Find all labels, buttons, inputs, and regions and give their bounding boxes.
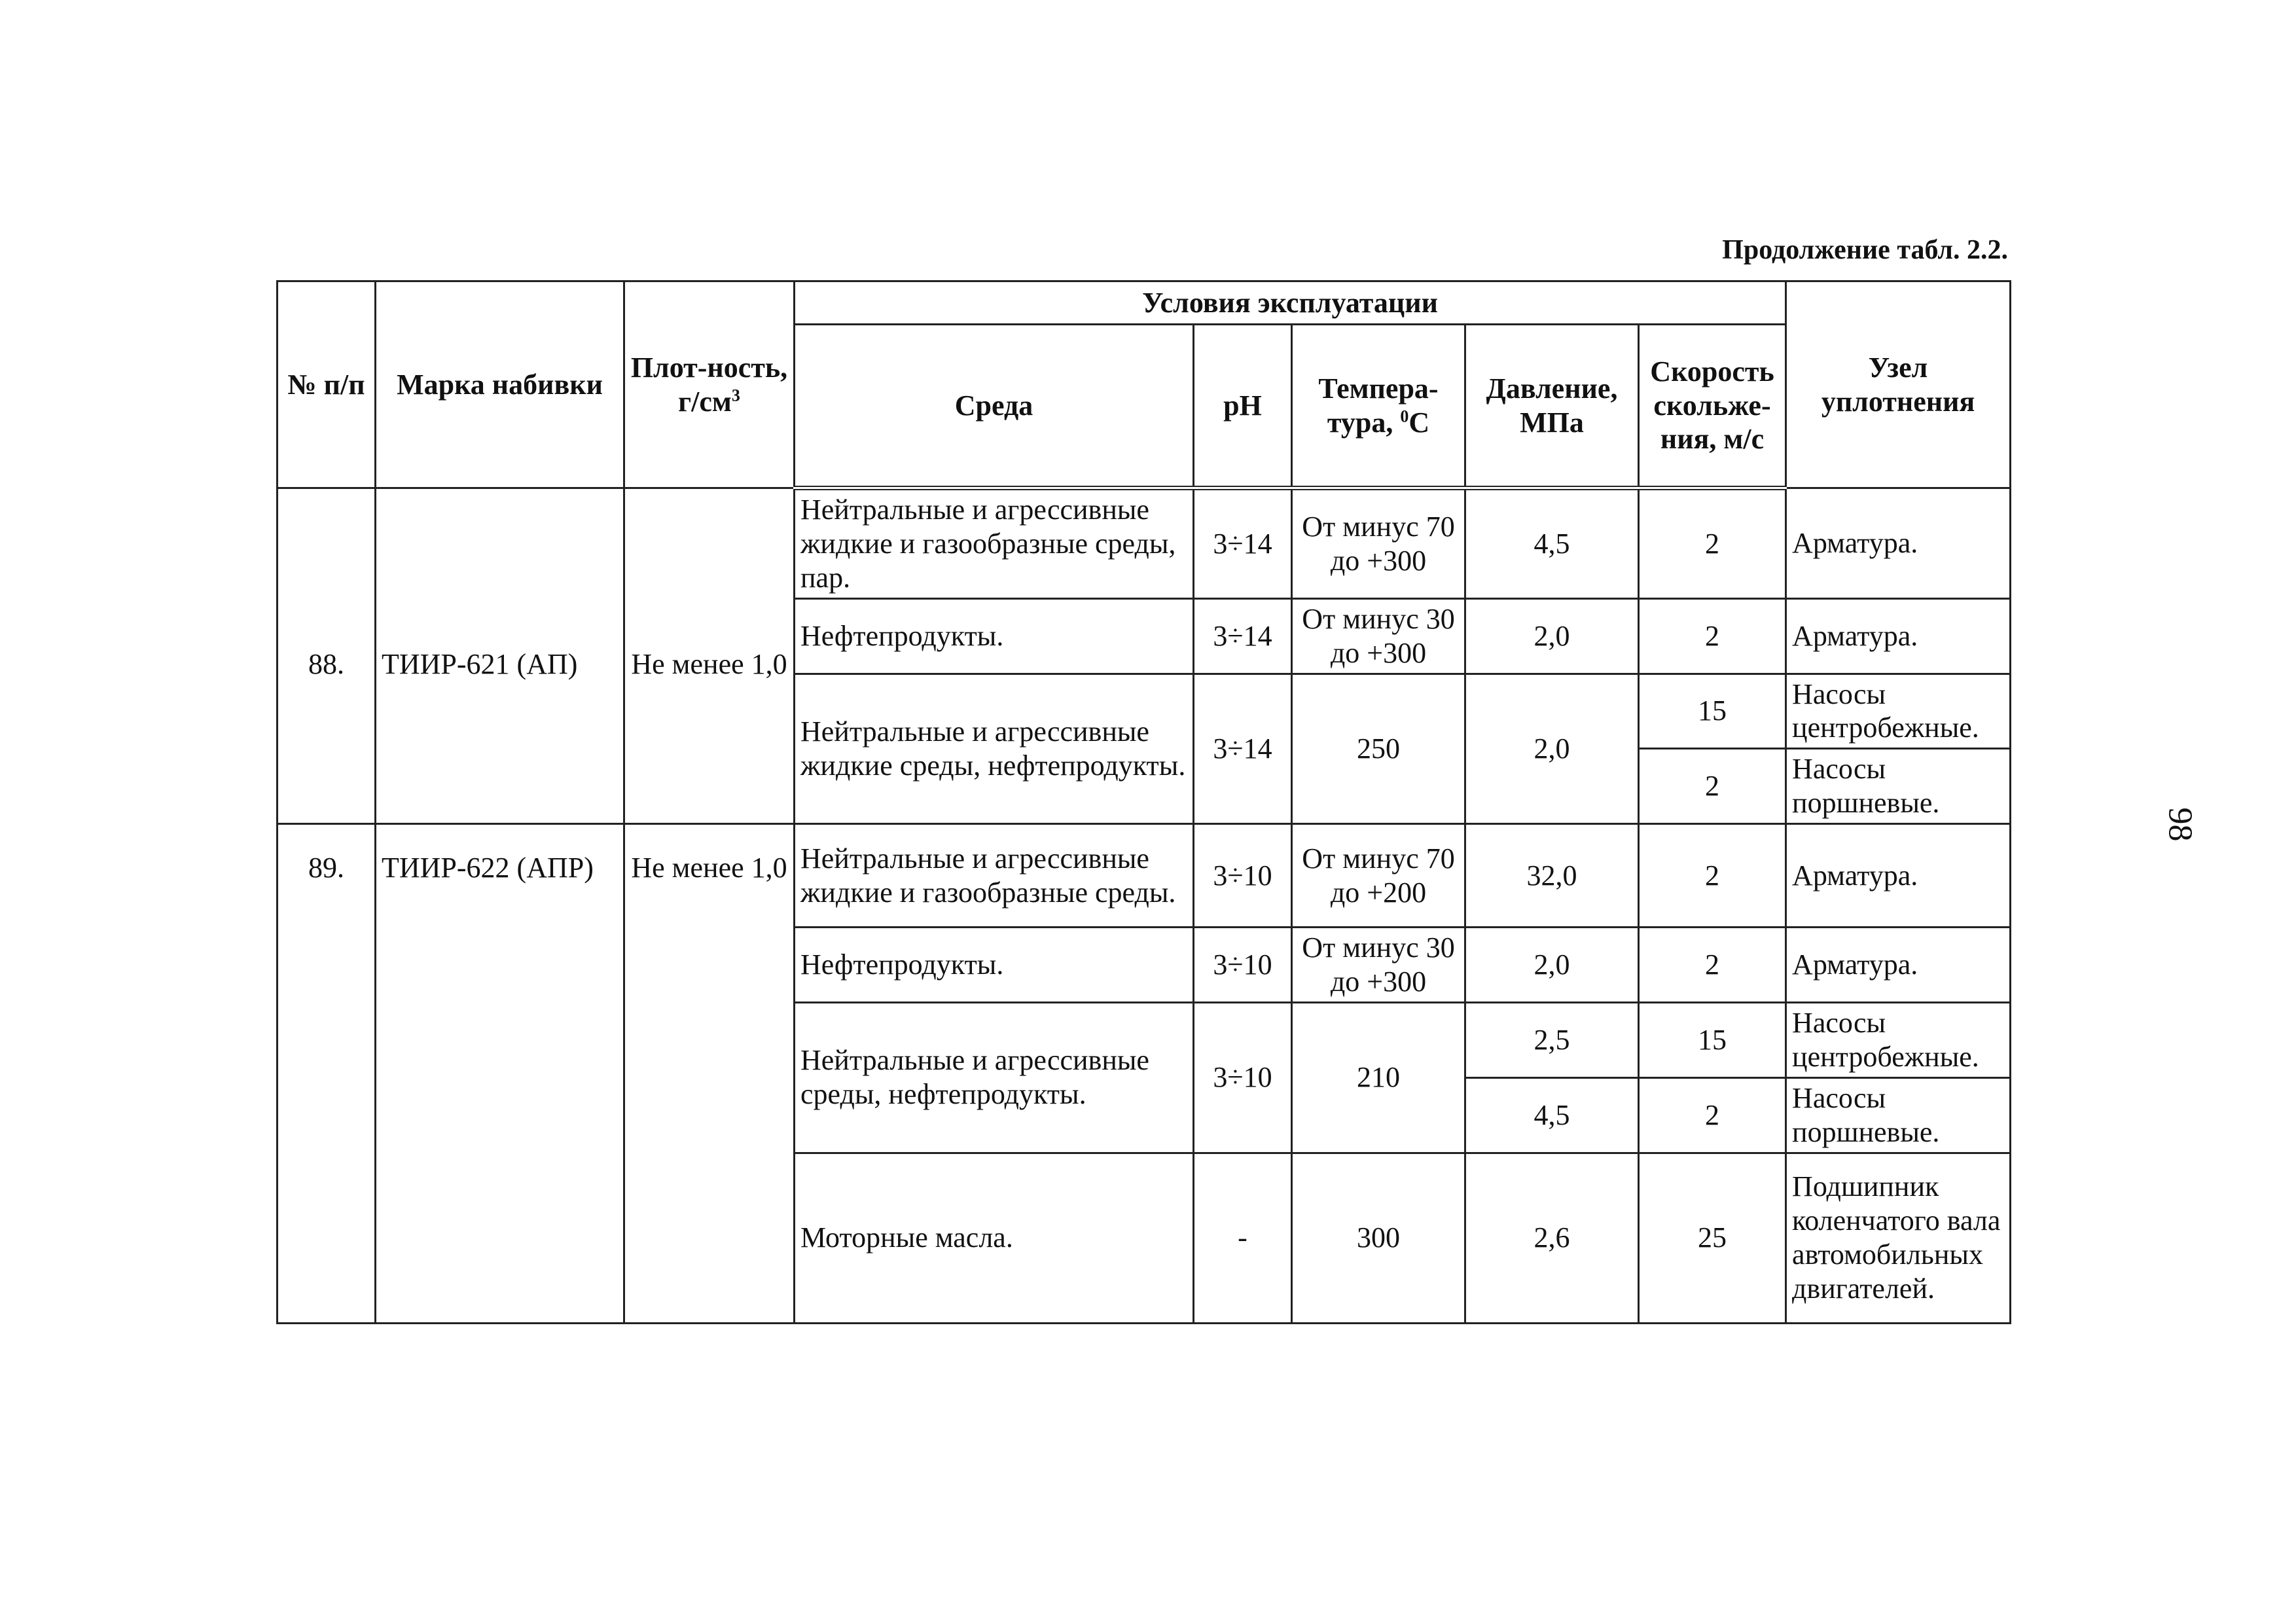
cell-ph: 3÷14 <box>1194 598 1292 674</box>
cell-node: Арматура. <box>1786 928 2011 1003</box>
cell-medium: Нефтепродукты. <box>795 598 1194 674</box>
cell-medium: Нейтральные и агрессивные среды, нефтепродукты. <box>795 1002 1194 1153</box>
cell-pressure: 2,6 <box>1465 1153 1639 1323</box>
header-temperature: Темпера-тура, $^0$С <box>1292 325 1465 488</box>
row-density: Не менее 1,0 <box>624 488 795 824</box>
cell-temp: От минус 70 до +300 <box>1292 488 1465 599</box>
cell-node: Насосы центробежные. <box>1786 1002 2011 1077</box>
cell-speed: 2 <box>1639 824 1786 928</box>
cell-temp: От минус 30 до +300 <box>1292 598 1465 674</box>
cell-pressure: 2,0 <box>1465 674 1639 824</box>
header-brand: Марка набивки <box>376 281 624 488</box>
cell-temp: От минус 30 до +300 <box>1292 928 1465 1003</box>
cell-ph: 3÷10 <box>1194 928 1292 1003</box>
cell-medium: Нейтральные и агрессивные жидкие и газообразные среды. <box>795 824 1194 928</box>
table-row <box>278 824 2011 928</box>
header-conditions: Условия эксплуатации <box>795 281 1786 325</box>
cell-speed: 2 <box>1639 749 1786 824</box>
header-pressure: Давление, МПа <box>1465 325 1639 488</box>
cell-ph: 3÷14 <box>1194 488 1292 599</box>
header-node: Узел уплотнения <box>1786 281 2011 488</box>
header-speed: Скорость скольже-ния, м/с <box>1639 325 1786 488</box>
row-num: 89. <box>278 824 376 1323</box>
cell-medium: Нефтепродукты. <box>795 928 1194 1003</box>
row-num: 88. <box>278 488 376 824</box>
cell-medium: Нейтральные и агрессивные жидкие и газообразные среды, пар. <box>795 488 1194 599</box>
table-row <box>278 488 2011 599</box>
cell-speed: 25 <box>1639 1153 1786 1323</box>
cell-ph: 3÷10 <box>1194 1002 1292 1153</box>
cell-node: Подшипник коленчатого вала автомобильных двигателей. <box>1786 1153 2011 1323</box>
cell-temp: 300 <box>1292 1153 1465 1323</box>
cell-medium: Нейтральные и агрессивные жидкие среды, нефтепродукты. <box>795 674 1194 824</box>
cell-node: Насосы центробежные. <box>1786 674 2011 749</box>
cell-node: Насосы поршневые. <box>1786 1077 2011 1153</box>
page-number: 98 <box>2161 807 2199 842</box>
cell-ph: 3÷10 <box>1194 824 1292 928</box>
cell-medium: Моторные масла. <box>795 1153 1194 1323</box>
cell-node: Арматура. <box>1786 824 2011 928</box>
cell-temp: От минус 70 до +200 <box>1292 824 1465 928</box>
cell-node: Арматура. <box>1786 598 2011 674</box>
cell-temp: 210 <box>1292 1002 1465 1153</box>
header-num: № п/п <box>278 281 376 488</box>
cell-pressure: 4,5 <box>1465 488 1639 599</box>
table-caption: Продолжение табл. 2.2. <box>1722 235 2008 265</box>
cell-pressure: 4,5 <box>1465 1077 1639 1153</box>
cell-temp: 250 <box>1292 674 1465 824</box>
packing-table <box>276 280 2011 1324</box>
cell-speed: 2 <box>1639 598 1786 674</box>
row-brand: ТИИР-622 (АПР) <box>376 824 624 1323</box>
row-density: Не менее 1,0 <box>624 824 795 1323</box>
cell-speed: 2 <box>1639 928 1786 1003</box>
header-medium: Среда <box>795 325 1194 488</box>
cell-pressure: 2,5 <box>1465 1002 1639 1077</box>
header-ph: pH <box>1194 325 1292 488</box>
cell-ph: - <box>1194 1153 1292 1323</box>
cell-speed: 2 <box>1639 1077 1786 1153</box>
cell-pressure: 32,0 <box>1465 824 1639 928</box>
row-brand: ТИИР-621 (АП) <box>376 488 624 824</box>
cell-pressure: 2,0 <box>1465 598 1639 674</box>
header-density: Плот-ность, $г/см^3$ <box>624 281 795 488</box>
cell-pressure: 2,0 <box>1465 928 1639 1003</box>
cell-node: Насосы поршневые. <box>1786 749 2011 824</box>
cell-node: Арматура. <box>1786 488 2011 599</box>
cell-speed: 2 <box>1639 488 1786 599</box>
cell-ph: 3÷14 <box>1194 674 1292 824</box>
cell-speed: 15 <box>1639 674 1786 749</box>
cell-speed: 15 <box>1639 1002 1786 1077</box>
